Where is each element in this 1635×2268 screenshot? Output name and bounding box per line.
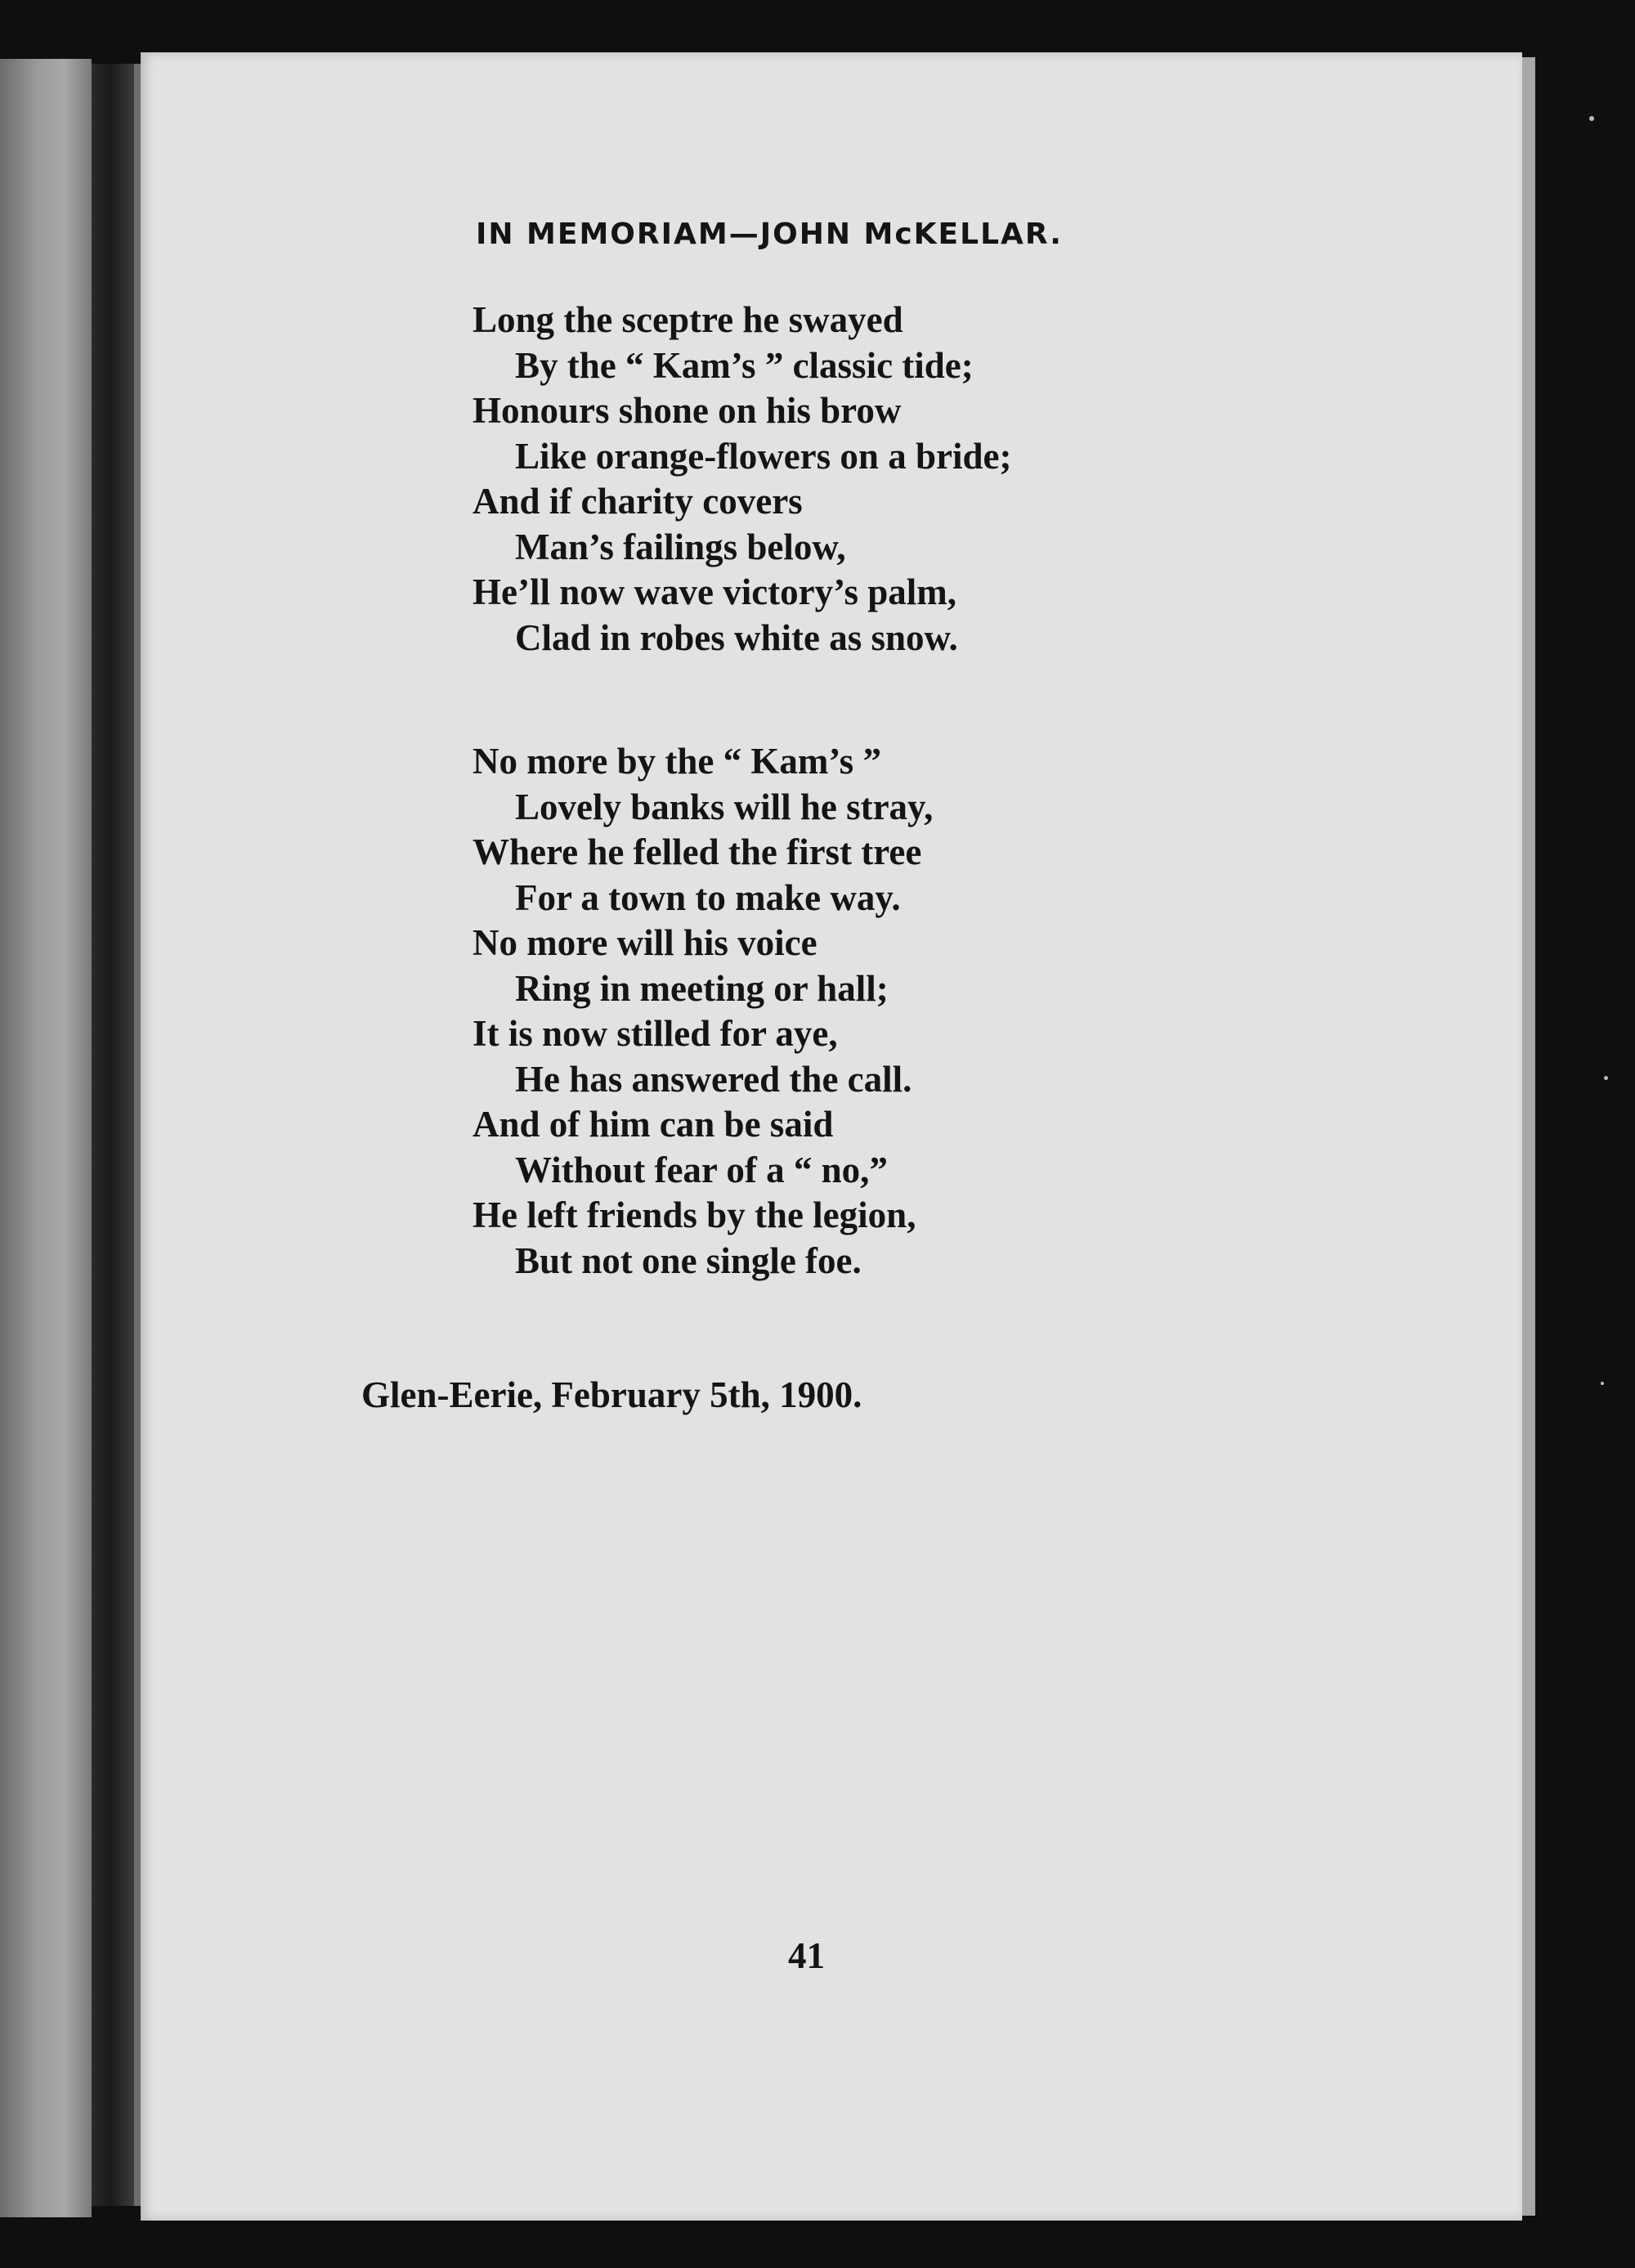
poem-line: Ring in meeting or hall;: [515, 967, 889, 1009]
book-binding: [92, 64, 134, 2206]
page-number: 41: [788, 1935, 825, 1976]
poem-line: By the “ Kam’s ” classic tide;: [515, 344, 974, 386]
right-page-edge: [1522, 57, 1535, 2216]
poem-line: It is now stilled for aye,: [473, 1013, 838, 1054]
poem-line: And if charity covers: [473, 481, 803, 522]
poem-line: No more by the “ Kam’s ”: [473, 741, 881, 782]
poem-line: He has answered the call.: [515, 1058, 912, 1100]
scan-speck: [1589, 116, 1594, 121]
poem-line: He left friends by the legion,: [473, 1195, 916, 1235]
page-title: IN MEMORIAM—JOHN McKELLAR.: [476, 217, 1063, 251]
scan-speck: [1601, 1382, 1604, 1385]
poem-line: Where he felled the first tree: [473, 831, 922, 872]
poem-line: Like orange-flowers on a bride;: [515, 435, 1012, 477]
poem-line: Clad in robes white as snow.: [515, 616, 958, 658]
place-and-date: Glen-Eerie, February 5th, 1900.: [361, 1374, 862, 1415]
poem-line: Honours shone on his brow: [473, 390, 902, 431]
poem-line: But not one single foe.: [515, 1239, 862, 1281]
poem: [473, 298, 1454, 1284]
stanza-1: [473, 298, 1454, 661]
stanza-2: [473, 739, 1454, 1284]
poem-line: Long the sceptre he swayed: [473, 299, 903, 340]
poem-line: Without fear of a “ no,”: [515, 1149, 888, 1190]
poem-line: And of him can be said: [473, 1104, 834, 1145]
poem-line: Lovely banks will he stray,: [515, 786, 934, 827]
left-page-edge: [0, 59, 92, 2217]
poem-line: He’ll now wave victory’s palm,: [473, 571, 956, 612]
book-page: [141, 52, 1522, 2221]
poem-line: For a town to make way.: [515, 876, 901, 918]
poem-line: No more will his voice: [473, 922, 818, 963]
binding-edge: [134, 64, 141, 2206]
poem-line: Man’s failings below,: [515, 526, 846, 567]
scan-speck: [1604, 1076, 1608, 1080]
